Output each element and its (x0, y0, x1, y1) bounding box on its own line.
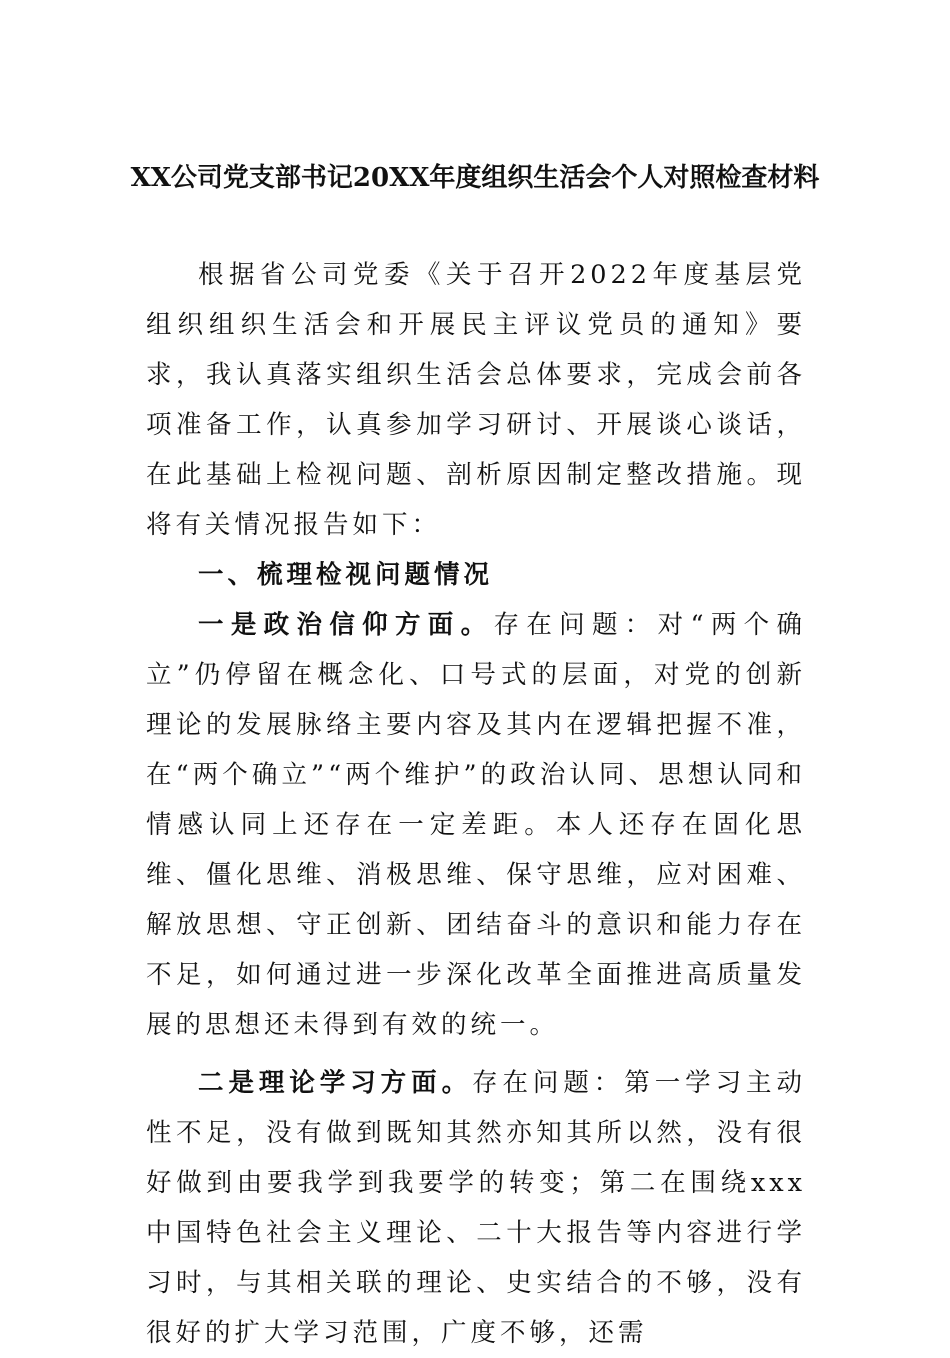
intro-paragraph: 根据省公司党委《关于召开2022年度基层党组织组织生活会和开展民主评议党员的通知》要求，我认真落实组织生活会总体要求，完成会前各项准备工作，认真参加学习研讨、开展谈心谈话，在此基础上检视问题、剖析原因制定整改措施。现将有关情况报告如下： (146, 260, 806, 540)
paragraph-gap (146, 1050, 806, 1058)
item-political-belief-text: 存在问题：对“两个确立”仍停留在概念化、口号式的层面，对党的创新理论的发展脉络主要内容及其内在逻辑把握不准，在“两个确立”“两个维护”的政治认同、思想认同和情感认同上还存在一定差距。本人还存在固化思维、僵化思维、消极思维、保守思维，应对困难、解放思想、守正创新、团结奋斗的意识和能力存在不足，如何通过进一步深化改革全面推进高质量发展的思想还未得到有效的统一。 (146, 610, 806, 1040)
item-political-belief-lead: 一是政治信仰方面。 (198, 610, 494, 640)
section-heading-1: 一、梳理检视问题情况 (198, 560, 494, 590)
item-theory-study-text: 存在问题：第一学习主动性不足，没有做到既知其然亦知其所以然，没有很好做到由要我学到我要学的转变；第二在围绕xxx中国特色社会主义理论、二十大报告等内容进行学习时，与其相关联的理论、史实结合的不够，没有很好的扩大学习范围，广度不够，还需 (146, 1068, 806, 1348)
item-theory-study (146, 1058, 806, 1358)
item-theory-study-lead: 二是理论学习方面。 (198, 1068, 473, 1098)
document-title: XX公司党支部书记20XX年度组织生活会个人对照检查材料 (130, 163, 820, 193)
item-political-belief (146, 600, 806, 1050)
document-body (146, 250, 806, 1358)
